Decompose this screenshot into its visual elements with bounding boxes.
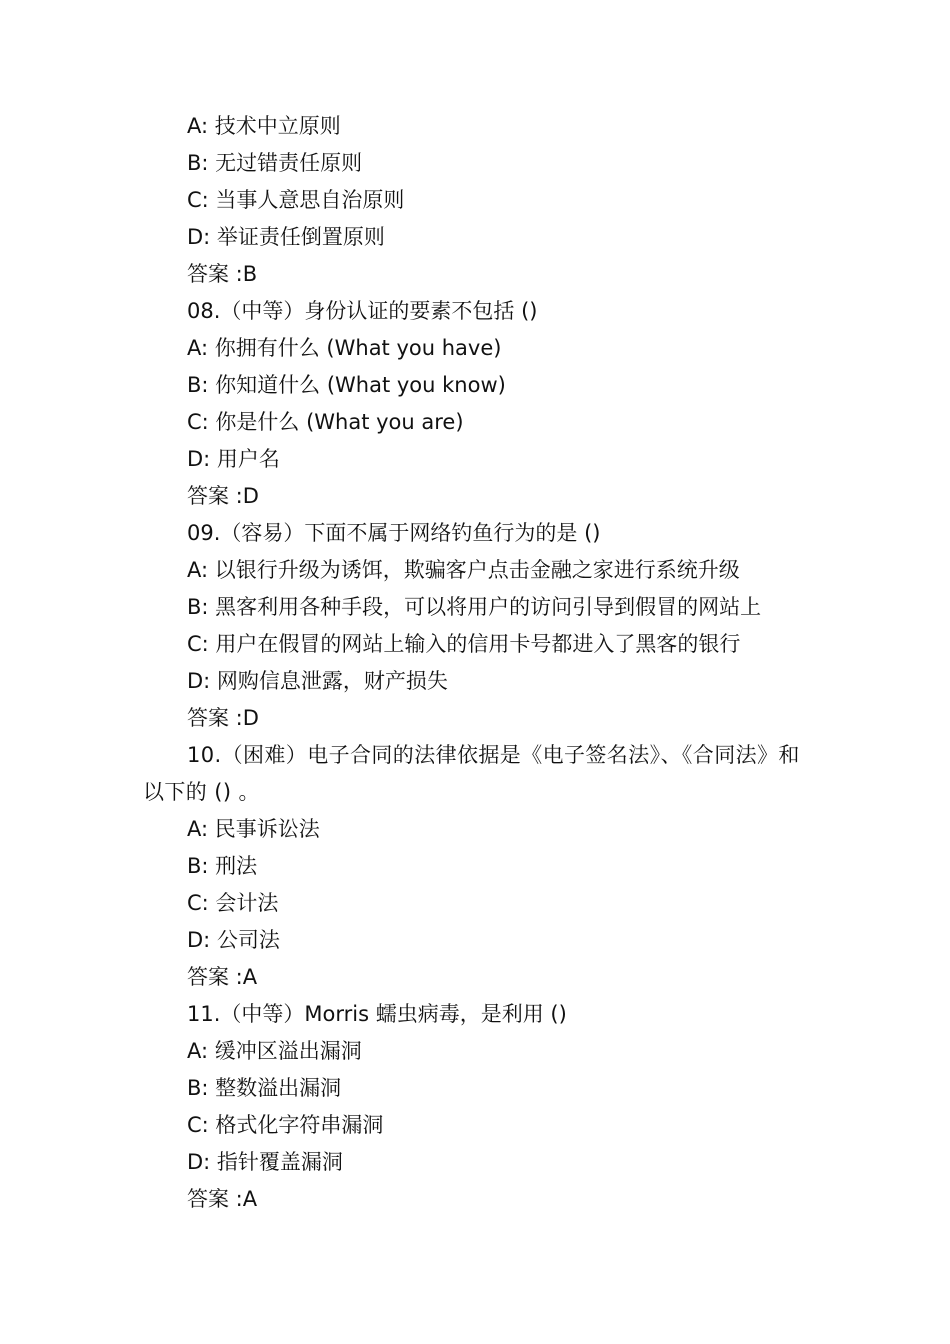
q9-question: 09.（容易）下面不属于网络钓鱼行为的是 (): [187, 521, 601, 545]
q7-option-c: C: 当事人意思自治原则: [187, 188, 405, 212]
q9-answer: 答案 :D: [187, 706, 259, 730]
q7-option-a: A: 技术中立原则: [187, 114, 341, 138]
q9-option-a: A: 以银行升级为诱饵，欺骗客户点击金融之家进行系统升级: [187, 558, 740, 582]
q7-option-d: D: 举证责任倒置原则: [187, 225, 385, 249]
q8-answer: 答案 :D: [187, 484, 259, 508]
q11-option-d: D: 指针覆盖漏洞: [187, 1150, 343, 1174]
q10-option-a: A: 民事诉讼法: [187, 817, 320, 841]
q8-option-b: B: 你知道什么 (What you know): [187, 373, 506, 397]
q9-option-d: D: 网购信息泄露，财产损失: [187, 669, 448, 693]
q11-question: 11.（中等）Morris 蠕虫病毒，是利用 (): [187, 1002, 567, 1026]
q9-option-b: B: 黑客利用各种手段，可以将用户的访问引导到假冒的网站上: [187, 595, 762, 619]
q8-question: 08.（中等）身份认证的要素不包括 (): [187, 299, 538, 323]
q10-option-b: B: 刑法: [187, 854, 258, 878]
document-content: [143, 108, 823, 1218]
q9-option-c: C: 用户在假冒的网站上输入的信用卡号都进入了黑客的银行: [187, 632, 741, 656]
q8-option-a: A: 你拥有什么 (What you have): [187, 336, 502, 360]
q7-option-b: B: 无过错责任原则: [187, 151, 363, 175]
q10-question: 10.（困难）电子合同的法律依据是《电子签名法》、《合同法》和以下的 () 。: [143, 743, 800, 804]
q10-option-d: D: 公司法: [187, 928, 280, 952]
q11-option-b: B: 整数溢出漏洞: [187, 1076, 342, 1100]
q11-answer: 答案 :A: [187, 1187, 258, 1211]
q8-option-c: C: 你是什么 (What you are): [187, 410, 464, 434]
q10-answer: 答案 :A: [187, 965, 258, 989]
q7-answer: 答案 :B: [187, 262, 258, 286]
q11-option-a: A: 缓冲区溢出漏洞: [187, 1039, 362, 1063]
q8-option-d: D: 用户名: [187, 447, 280, 471]
q10-option-c: C: 会计法: [187, 891, 279, 915]
q11-option-c: C: 格式化字符串漏洞: [187, 1113, 384, 1137]
